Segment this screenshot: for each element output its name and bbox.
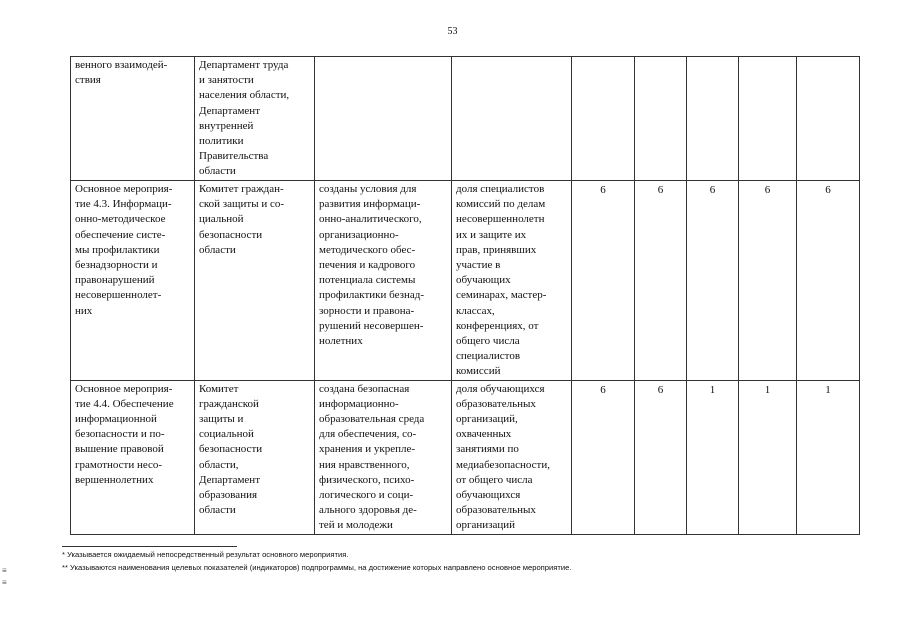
executor-cell xyxy=(195,57,315,181)
cell-line: участие в xyxy=(456,259,501,272)
cell-line: обучающихся xyxy=(456,489,521,502)
cell-line: общего числа xyxy=(456,335,520,348)
event-name-cell xyxy=(71,380,195,534)
cell-line: Комитет граждан- xyxy=(199,183,284,195)
cell-line: обучающих xyxy=(456,274,511,287)
cell-line: хранения и укрепле- xyxy=(319,443,416,456)
cell-line: специалистов xyxy=(456,350,521,363)
cell-line: охваченных xyxy=(456,428,512,441)
page-number: 53 xyxy=(447,26,458,37)
cell-line: Комитет xyxy=(199,382,239,395)
cell-line: профилактики безнад- xyxy=(319,289,424,302)
cell-line: образовательных xyxy=(456,504,536,517)
cell-line: потенциала системы xyxy=(319,274,416,287)
cell-line: тей и молодежи xyxy=(319,519,393,532)
cell-line: занятиями по xyxy=(456,443,519,456)
indicator-value-cell: 6 xyxy=(797,181,860,381)
indicator-cell xyxy=(452,57,572,181)
cell-line: вышение правовой xyxy=(75,443,164,456)
cell-line: организационно- xyxy=(319,228,399,241)
cell-line: прав, принявших xyxy=(456,243,537,256)
cell-line: Правительства xyxy=(199,150,269,163)
cell-line: социальной xyxy=(199,428,254,441)
cell-line: ния нравственного, xyxy=(319,458,410,471)
footnote-2: ** Указываются наименования целевых показателей (индикаторов) подпрограммы, на достижение которых направлено основное мероприятие. xyxy=(62,563,572,572)
cell-line: циальной xyxy=(199,213,244,226)
indicator-cell xyxy=(452,380,572,534)
indicator-value-cell: 6 xyxy=(635,181,687,381)
cell-line: конференциях, от xyxy=(456,319,539,332)
cell-line: правонарушений xyxy=(75,274,155,287)
cell-line: доля обучающихся xyxy=(456,382,545,395)
cell-line: образовательных xyxy=(456,397,536,410)
cell-line: образовательная среда xyxy=(319,413,425,426)
cell-line: семинарах, мастер- xyxy=(456,289,547,302)
executor-cell xyxy=(195,380,315,534)
cell-line: ствия xyxy=(75,74,101,87)
indicator-value-cell xyxy=(687,57,739,181)
cell-line: информационно- xyxy=(319,397,399,410)
cell-line: онно-аналитического, xyxy=(319,213,422,226)
indicator-value-cell: 6 xyxy=(572,380,635,534)
cell-line: их и защите их xyxy=(456,228,527,241)
cell-line: тие 4.3. Информаци- xyxy=(75,198,172,211)
cell-line: комиссий по делам xyxy=(456,198,546,211)
program-table xyxy=(70,56,860,535)
cell-line: защиты и xyxy=(199,413,244,426)
cell-line: организаций, xyxy=(456,413,518,426)
indicator-value-cell: 6 xyxy=(739,181,797,381)
cell-line: онно-методическое xyxy=(75,213,166,226)
expected-result-cell xyxy=(315,380,452,534)
indicator-value-cell xyxy=(797,57,860,181)
cell-line: гражданской xyxy=(199,397,259,410)
table-row xyxy=(71,380,860,534)
event-name-cell xyxy=(71,181,195,381)
cell-line: медиабезопасности, xyxy=(456,458,550,471)
indicator-value-cell xyxy=(739,57,797,181)
indicator-value-cell: 1 xyxy=(687,380,739,534)
cell-line: мы профилактики xyxy=(75,243,160,256)
cell-line: Департамент труда xyxy=(199,59,289,71)
cell-line: политики xyxy=(199,135,244,148)
cell-line: венного взаимодей- xyxy=(75,59,168,71)
cell-line: безопасности xyxy=(199,443,263,456)
cell-line: образования xyxy=(199,489,258,502)
indicator-value-cell xyxy=(572,57,635,181)
footnote-divider xyxy=(62,546,237,547)
margin-mark: ≡ xyxy=(2,578,7,587)
event-name-cell xyxy=(71,57,195,181)
cell-line: создана безопасная xyxy=(319,382,410,395)
cell-line: грамотности несо- xyxy=(75,458,163,471)
indicator-cell xyxy=(452,181,572,381)
cell-line: рушений несовершен- xyxy=(319,319,424,332)
cell-line: классах, xyxy=(456,304,495,317)
cell-line: обеспечение систе- xyxy=(75,228,166,241)
cell-line: несовершеннолет- xyxy=(75,289,162,302)
cell-line: несовершеннолетн xyxy=(456,213,545,226)
cell-line: ской защиты и со- xyxy=(199,198,285,211)
cell-line: организаций xyxy=(456,519,516,532)
footnote-1: * Указывается ожидаемый непосредственный результат основного мероприятия. xyxy=(62,550,349,559)
cell-line: области xyxy=(199,504,236,517)
cell-line: физического, психо- xyxy=(319,473,415,486)
indicator-value-cell: 6 xyxy=(572,181,635,381)
cell-line: безнадзорности и xyxy=(75,259,158,272)
cell-line: Департамент xyxy=(199,104,261,117)
cell-line: созданы условия для xyxy=(319,183,417,195)
executor-cell xyxy=(195,181,315,381)
cell-line: ального здоровья де- xyxy=(319,504,417,517)
cell-line: них xyxy=(75,304,93,317)
indicator-value-cell: 6 xyxy=(687,181,739,381)
cell-line: безопасности и по- xyxy=(75,428,165,441)
indicator-value-cell: 1 xyxy=(739,380,797,534)
cell-line: методического обес- xyxy=(319,243,416,256)
cell-line: области xyxy=(199,165,236,178)
cell-line: логического и соци- xyxy=(319,489,414,502)
indicator-value-cell: 6 xyxy=(635,380,687,534)
cell-line: и занятости xyxy=(199,74,254,87)
margin-mark: ≡ xyxy=(2,566,7,575)
cell-line: развития информаци- xyxy=(319,198,421,211)
cell-line: тие 4.4. Обеспечение xyxy=(75,397,174,410)
cell-line: области, xyxy=(199,458,239,471)
cell-line: нолетних xyxy=(319,335,363,348)
cell-line: печения и кадрового xyxy=(319,259,416,272)
cell-line: области xyxy=(199,243,236,256)
cell-line: Основное мероприя- xyxy=(75,382,173,395)
cell-line: информационной xyxy=(75,413,157,426)
cell-line: населения области, xyxy=(199,89,290,102)
indicator-value-cell: 1 xyxy=(797,380,860,534)
cell-line: от общего числа xyxy=(456,473,533,486)
expected-result-cell xyxy=(315,57,452,181)
cell-line: внутренней xyxy=(199,119,254,132)
cell-line: безопасности xyxy=(199,228,263,241)
expected-result-cell xyxy=(315,181,452,381)
cell-line: Департамент xyxy=(199,473,261,486)
cell-line: комиссий xyxy=(456,365,501,378)
table-row xyxy=(71,181,860,381)
cell-line: Основное мероприя- xyxy=(75,183,173,195)
cell-line: для обеспечения, со- xyxy=(319,428,417,441)
cell-line: вершеннолетних xyxy=(75,473,154,486)
cell-line: зорности и правона- xyxy=(319,304,415,317)
cell-line: доля специалистов xyxy=(456,183,545,195)
indicator-value-cell xyxy=(635,57,687,181)
table-row xyxy=(71,57,860,181)
